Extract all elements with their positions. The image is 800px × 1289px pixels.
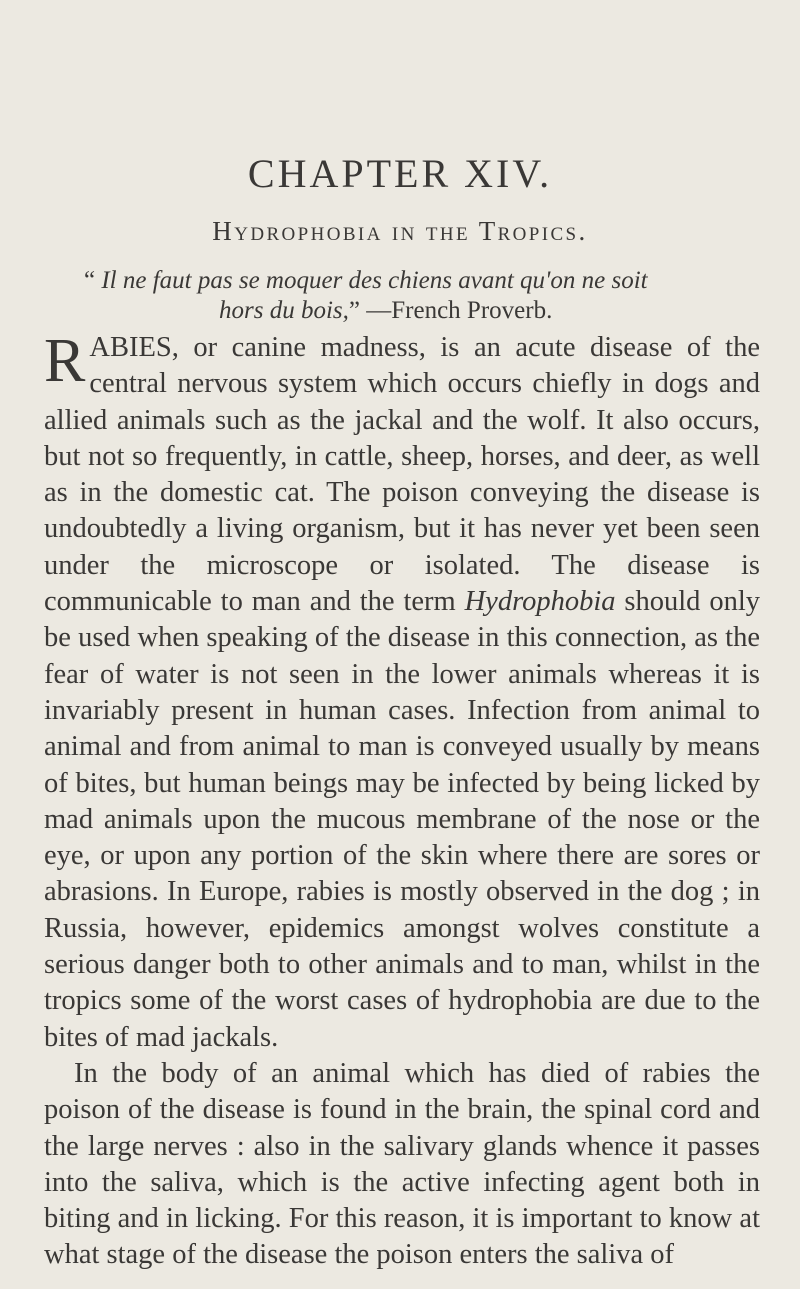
epigraph-open-quote: “ [84, 267, 96, 294]
epigraph-quote-line-2: hors du bois, [219, 297, 349, 324]
epigraph [84, 266, 744, 326]
paragraph-1-start: ABIES, or canine madness, is an acute disease of the central nervous system which occurs chiefly in dogs and allied animals such as the jackal and the wolf. It also occurs, but not so frequently, in cattle, sheep, horses, and deer, as well as in the domestic cat. The poison conveying the disease is undoubtedly a living organism, but it has never yet been seen under the microscope or isolated. The disease is communicable to man and the term [44, 332, 760, 618]
epigraph-close-quote: ” — [348, 297, 392, 324]
chapter-title: CHAPTER XIV. [247, 151, 553, 196]
epigraph-attribution: French Proverb. [391, 297, 553, 324]
paragraph-1 [44, 327, 761, 1056]
drop-cap: R [44, 327, 86, 395]
term-hydrophobia: Hydrophobia [464, 586, 616, 618]
epigraph-quote-line-1: Il ne faut pas se moquer des chiens avant qu'on ne soit [95, 267, 648, 294]
chapter-subtitle: Hydrophobia in the Tropics. [212, 216, 588, 246]
body-text [44, 327, 761, 1274]
paragraph-2: In the body of an animal which has died of rabies the poison of the disease is found in the brain, the spinal cord and the large nerves : also in the salivary glands whence it passes into the saliva, which is the active infecting agent both in biting and in licking. For this reason, it is important to know at what stage of the disease the poison enters the saliva of [44, 1057, 760, 1271]
paragraph-1-end: should only be used when speaking of the disease in this connection, as the fear of water is not seen in the lower animals whereas it is invariably present in human cases. Infection from animal to animal and from animal to man is conveyed usually by means of bites, but human beings may be infected by being licked by mad animals upon the mucous membrane of the nose or the eye, or upon any portion of the skin where there are sores or abrasions. In Europe, rabies is mostly observed in the dog ; in Russia, however, epidemics amongst wolves constitute a serious danger both to other animals and to man, whilst in the tropics some of the worst cases of hydrophobia are due to the bites of mad jackals. [44, 586, 761, 1053]
